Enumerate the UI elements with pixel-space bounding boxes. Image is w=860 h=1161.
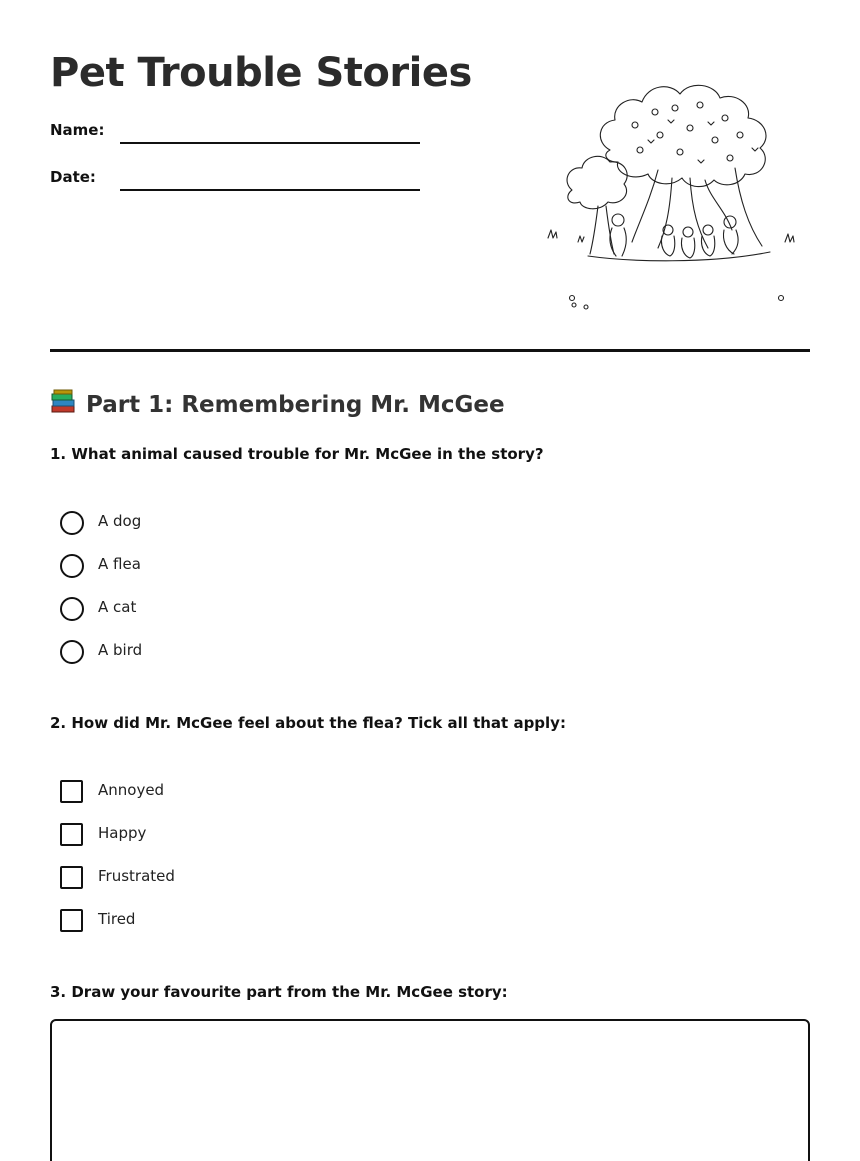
checkbox[interactable] [60,823,83,846]
page-title: Pet Trouble Stories [50,50,472,96]
name-field[interactable] [50,121,430,151]
name-write-line[interactable] [120,142,420,144]
checkbox[interactable] [60,866,83,889]
radio-button[interactable] [60,597,84,621]
option-label: Tired [98,910,136,928]
children-under-tree-illustration [540,70,805,315]
option-label: Frustrated [98,867,175,885]
checkbox[interactable] [60,909,83,932]
q1-option-flea[interactable] [60,554,460,578]
option-label: A cat [98,598,137,616]
drawing-box[interactable] [50,1019,810,1161]
section-heading [50,388,505,420]
q1-option-bird[interactable] [60,640,460,664]
option-label: Annoyed [98,781,165,799]
q2-option-frustrated[interactable] [60,866,460,890]
section-title-text: Part 1: Remembering Mr. McGee [86,392,505,418]
question-2: 2. How did Mr. McGee feel about the flea? Tick all that apply: [50,714,566,732]
section-divider [50,349,810,352]
books-icon [50,388,78,420]
name-label: Name: [50,121,105,139]
question-1: 1. What animal caused trouble for Mr. McGee in the story? [50,445,544,463]
q1-option-cat[interactable] [60,597,460,621]
date-write-line[interactable] [120,189,420,191]
date-label: Date: [50,168,96,186]
option-label: A bird [98,641,143,659]
radio-button[interactable] [60,640,84,664]
q2-option-tired[interactable] [60,909,460,933]
q2-option-annoyed[interactable] [60,780,460,804]
date-field[interactable] [50,168,430,198]
option-label: A flea [98,555,141,573]
q2-option-happy[interactable] [60,823,460,847]
option-label: Happy [98,824,147,842]
question-3: 3. Draw your favourite part from the Mr. McGee story: [50,983,508,1001]
option-label: A dog [98,512,142,530]
q1-option-dog[interactable] [60,511,460,535]
checkbox[interactable] [60,780,83,803]
radio-button[interactable] [60,554,84,578]
radio-button[interactable] [60,511,84,535]
